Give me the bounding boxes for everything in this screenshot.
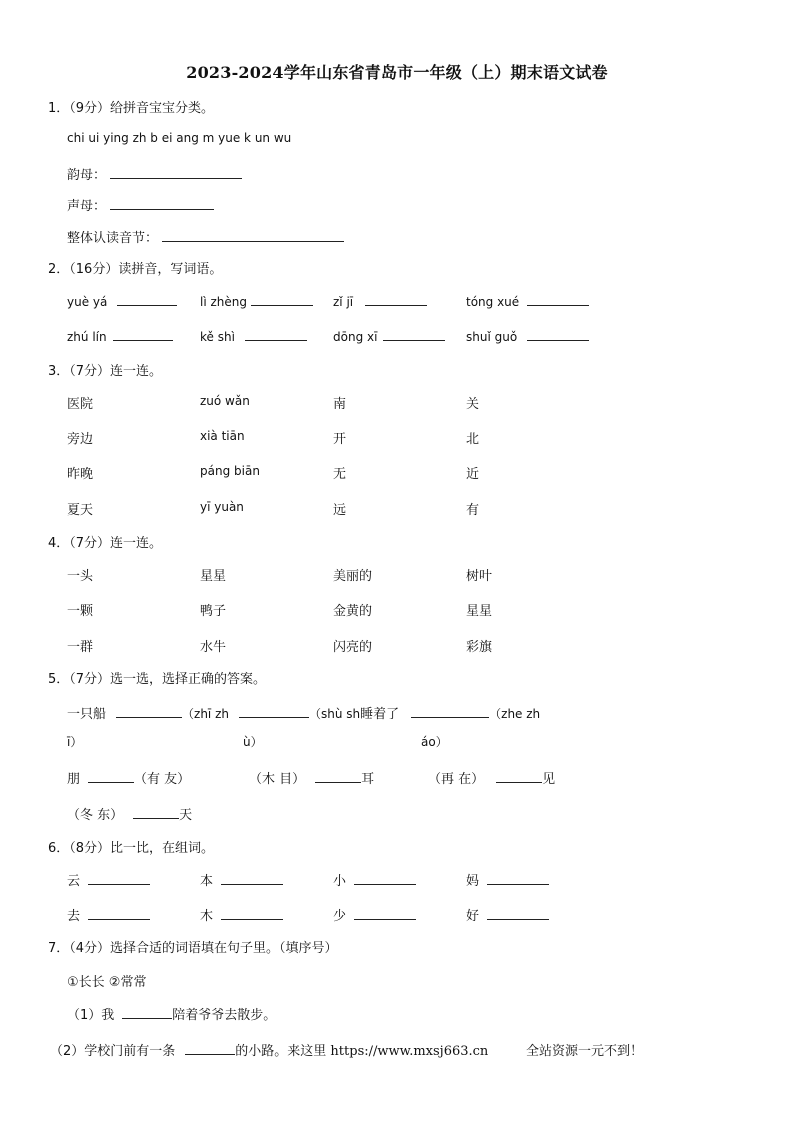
q1-zhengti-blank[interactable] [162,229,344,242]
q6-char: 妈 [466,874,480,889]
q6-blank[interactable] [487,872,549,885]
q2-pinyin: shuǐ guǒ [466,330,518,344]
q4-item[interactable]: 鸭子 [200,604,227,619]
q5-g-word: 天 [179,808,193,823]
q6-blank[interactable] [354,872,416,885]
q3-word[interactable]: 昨晚 [67,467,94,482]
q2-pinyin: yuè yá [67,295,108,309]
q2-heading: 2．（16分）读拼音，写词语。 [48,262,223,277]
q1-heading: 1．（9分）给拼音宝宝分类。 [48,101,215,116]
q6-char: 少 [333,909,347,924]
q2-pinyin: lì zhèng [200,295,247,309]
q6-item [67,870,150,889]
q6-blank[interactable] [487,907,549,920]
q6-item [67,905,150,924]
q5-g-blank[interactable] [133,806,179,819]
q3-word[interactable]: 医院 [67,397,94,412]
q2-pinyin: kě shì [200,330,235,344]
q5-row1 [67,703,540,722]
q7-s1-prefix: （1）我 [67,1008,115,1023]
q2-pinyin: tóng xué [466,295,520,309]
q3-char[interactable]: 开 [333,432,347,447]
q6-item [200,905,283,924]
q5-f-blank[interactable] [496,770,542,783]
q2-blank[interactable] [113,328,173,341]
q2-blank[interactable] [527,328,589,341]
q2-item [200,293,313,309]
q5-g-options: （冬 东） [67,808,124,823]
q3-pinyin[interactable]: yī yuàn [200,500,244,514]
q6-heading: 6．（8分）比一比，在组词。 [48,841,215,856]
q6-item [333,870,416,889]
q5-b-tail: ù） [243,735,263,749]
q3-char[interactable]: 北 [466,432,480,447]
q3-char[interactable]: 远 [333,503,347,518]
q3-char[interactable]: 关 [466,397,480,412]
q2-blank[interactable] [245,328,307,341]
q5-e-blank[interactable] [315,770,361,783]
q1-yunmu-line [67,164,242,183]
q5-f-line [428,768,555,787]
q4-item[interactable]: 水牛 [200,640,227,655]
q6-blank[interactable] [221,872,283,885]
q2-item [67,328,173,344]
q6-item [333,905,416,924]
q2-item [333,293,427,309]
q5-c-word: 睡着了 [360,707,400,722]
q6-blank[interactable] [88,907,150,920]
q6-char: 去 [67,909,81,924]
q4-item[interactable]: 金黄的 [333,604,373,619]
q4-item[interactable]: 美丽的 [333,569,373,584]
q5-e-word: 耳 [361,772,375,787]
q4-item[interactable]: 一头 [67,569,94,584]
q1-zhengti-label: 整体认读音节： [67,231,159,246]
q6-item [200,870,283,889]
q7-heading: 7．（4分）选择合适的词语填在句子里。（填序号） [48,941,338,956]
q6-blank[interactable] [221,907,283,920]
q6-char: 木 [200,909,214,924]
q1-shengmu-line [67,195,214,214]
q4-item[interactable]: 彩旗 [466,640,493,655]
q5-a-tail: ī） [67,735,83,749]
q3-word[interactable]: 旁边 [67,432,94,447]
q2-pinyin: zǐ jī [333,295,354,309]
q5-b-blank[interactable] [239,705,309,718]
q6-char: 云 [67,874,81,889]
q2-item [466,328,589,344]
q2-blank[interactable] [527,293,589,306]
q5-b-options: （shù sh [308,707,361,721]
q5-f-word: 见 [542,772,556,787]
q3-char[interactable]: 近 [466,467,480,482]
q7-s2-blank[interactable] [185,1042,235,1055]
q1-syllables: chi ui ying zh b ei ang m yue k un wu [67,131,292,145]
q6-char: 好 [466,909,480,924]
q3-pinyin[interactable]: zuó wǎn [200,394,250,408]
q6-item [466,870,549,889]
q5-a-options: （zhī zh [182,707,229,721]
q1-yunmu-blank[interactable] [110,166,242,179]
site-link[interactable]: https://www.mxsj663.cn [330,1044,489,1059]
q3-pinyin[interactable]: xià tiān [200,429,245,443]
q5-row3 [67,768,190,787]
q5-a-blank[interactable] [116,705,182,718]
q4-item[interactable]: 闪亮的 [333,640,373,655]
q2-item [200,328,307,344]
q5-e-options: （木 目） [249,772,306,787]
q5-d-word: 朋 [67,772,81,787]
q3-heading: 3．（7分）连一连。 [48,364,163,379]
q2-item [466,293,589,309]
q6-blank[interactable] [354,907,416,920]
q7-s1-blank[interactable] [122,1006,172,1019]
q4-item[interactable]: 星星 [466,604,493,619]
q5-c-blank[interactable] [411,705,489,718]
q3-char[interactable]: 南 [333,397,347,412]
q2-blank[interactable] [383,328,445,341]
q2-blank[interactable] [365,293,427,306]
q2-pinyin: dōng xī [333,330,378,344]
q7-options: ①长长 ②常常 [67,975,147,990]
q6-char: 本 [200,874,214,889]
q4-heading: 4．（7分）连一连。 [48,536,163,551]
q2-blank[interactable] [117,293,177,306]
q1-yunmu-label: 韵母： [67,168,107,183]
q7-s2-prefix: （2）学校门前有一条 [50,1044,176,1059]
q6-char: 小 [333,874,347,889]
q2-pinyin: zhú lín [67,330,107,344]
q5-c-options: （zhe zh [489,707,541,721]
q3-pinyin[interactable]: páng biān [200,464,260,478]
q2-blank[interactable] [251,293,313,306]
q4-item[interactable]: 星星 [200,569,227,584]
q2-item [67,293,177,309]
q4-item[interactable]: 一颗 [67,604,94,619]
q4-item[interactable]: 树叶 [466,569,493,584]
q7-sentence-1 [67,1004,276,1023]
q5-g-line [67,804,192,823]
page-title: 2023-2024学年山东省青岛市一年级（上）期末语文试卷 [186,63,608,82]
q4-item[interactable]: 一群 [67,640,94,655]
q1-shengmu-label: 声母： [67,199,107,214]
q7-sentence-2 [50,1040,488,1059]
q7-s2-suffix: 的小路。来这里 [235,1044,331,1059]
q6-item [466,905,549,924]
q6-blank[interactable] [88,872,150,885]
q2-item [333,328,445,344]
q3-char[interactable]: 有 [466,503,480,518]
q5-f-options: （再 在） [428,772,485,787]
q1-zhengti-line [67,227,344,246]
q5-d-blank[interactable] [88,770,134,783]
q5-a-word: 一只船 [67,707,107,722]
q5-heading: 5．（7分）选一选，选择正确的答案。 [48,672,267,687]
q5-e-line [249,768,374,787]
q1-shengmu-blank[interactable] [110,197,214,210]
q5-d-options: （有 友） [134,772,191,787]
q7-s1-suffix: 陪着爷爷去散步。 [172,1008,277,1023]
q3-word[interactable]: 夏天 [67,503,94,518]
q5-c-tail: áo） [421,735,448,749]
q3-char[interactable]: 无 [333,467,347,482]
promo-text: 全站资源一元不到！ [526,1044,644,1059]
